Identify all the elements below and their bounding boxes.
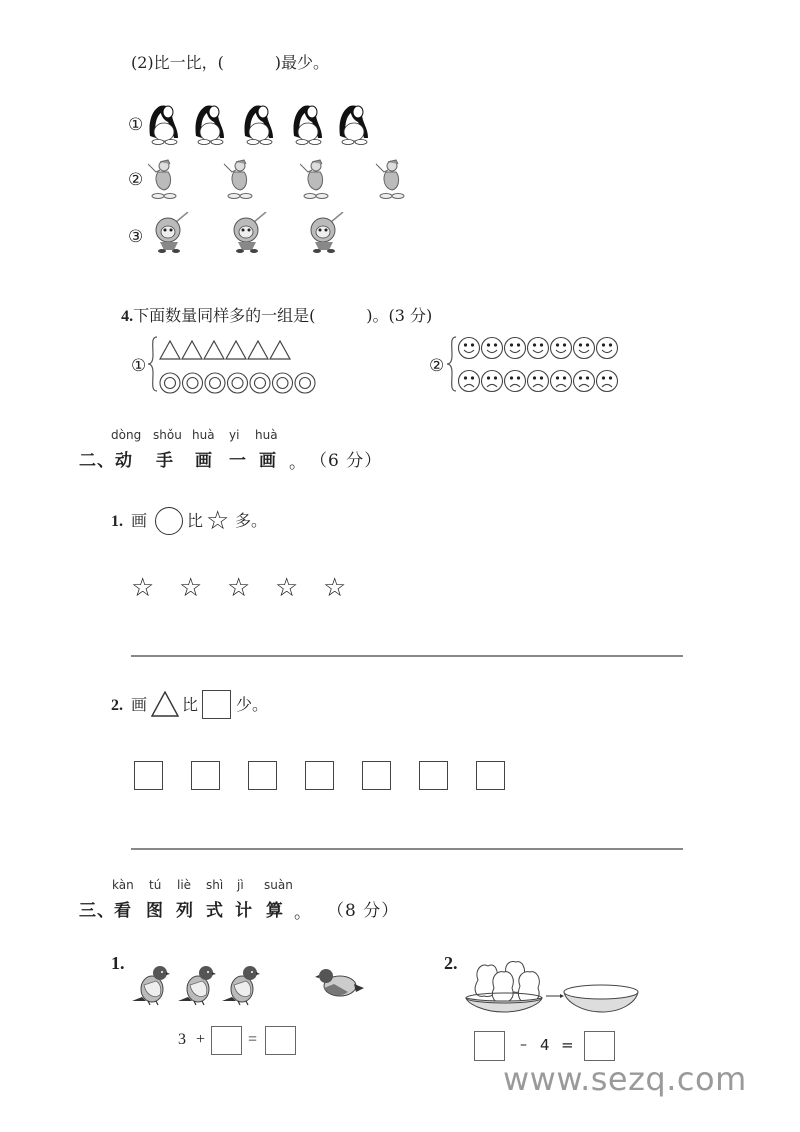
s3-q1-answer-box-1[interactable] [211,1026,242,1055]
question-number: 1. [111,513,123,530]
title-char: 手 [156,451,174,470]
s2-q1-text-c: 多。 [235,511,268,530]
s3-q2-number: 2. [444,953,458,973]
q4-number: 4. [121,308,134,325]
title-char: 看 [114,901,132,920]
star-icon: ☆ [206,506,230,536]
title-char: 画 [195,451,213,470]
title-char: 式 [206,901,224,920]
answer-line-1[interactable] [131,655,683,657]
s3-q1-operand-a: 3 [178,1031,186,1048]
s2-q2-text-b: 比 [182,695,199,714]
row-marker-1: ① [128,115,144,135]
title-char: 图 [146,901,164,920]
monkey-row [154,212,374,258]
smiley-face-row [458,336,622,364]
s2-q1-text-b: 比 [187,511,204,530]
pinyin: kàn [112,878,134,892]
pinyin: dòng [111,428,142,442]
title-char: 动 [115,451,133,470]
pinyin: tú [149,878,162,892]
pear-plate-illustration [464,958,640,1018]
triangle-row [159,339,293,365]
pinyin: shì [206,878,224,892]
row-marker-3: ③ [128,227,144,247]
duck-row [146,158,411,206]
group-marker-2: ② [429,356,445,376]
triangle-shape-icon [151,691,179,721]
q3-sub2-prompt: (2)比一比，( )最少。 [131,53,330,72]
penguin-row [146,102,386,150]
group-marker-1: ① [131,356,147,376]
square-shape [362,761,391,790]
star-icon: ☆ [275,573,299,603]
square-shape [248,761,277,790]
answer-line-2[interactable] [131,848,683,850]
s2-q1-text-a: 画 [131,511,148,530]
circle-shape-icon [155,507,183,535]
star-icon: ☆ [179,573,203,603]
s3-q1-answer-box-2[interactable] [265,1026,296,1055]
question-number: 2. [111,697,123,714]
section-score: （8 分） [327,901,400,921]
section-number: 二、 [79,451,115,470]
pinyin: huà [255,428,278,442]
title-char: 算 [266,901,284,920]
square-shape [134,761,163,790]
square-shape [191,761,220,790]
square-shape-icon [202,690,231,719]
pinyin: suàn [264,878,293,892]
q4-prompt-line [111,286,432,327]
pinyin: jì [237,878,244,892]
square-shape [476,761,505,790]
bird-right [314,966,366,1006]
title-period: 。 [289,453,307,473]
s3-q1-eq: = [248,1031,258,1048]
square-shape [305,761,334,790]
sad-face-row [458,369,622,397]
star-icon: ☆ [131,573,155,603]
pinyin: huà [192,428,215,442]
s3-q1-op: + [196,1031,206,1048]
s3-q2-eq: = [561,1036,574,1054]
row-marker-2: ② [128,170,144,190]
pinyin: shǒu [153,428,182,442]
section-number: 三、 [79,901,115,920]
s3-q2-answer-box-2[interactable] [584,1031,615,1061]
group-2-brace [446,335,458,397]
square-shape [419,761,448,790]
star-icon: ☆ [227,573,251,603]
double-circle-row [159,371,317,399]
title-char: 计 [235,901,253,920]
s2-q2-number [111,695,123,716]
s2-q2-text-a: 画 [131,695,148,714]
star-icon: ☆ [323,573,347,603]
pinyin: yi [229,428,240,442]
s3-q2-op: – [520,1037,527,1053]
bird-group-left [132,965,272,1011]
title-char: 列 [176,901,194,920]
s3-q2-operand-b: 4 [540,1036,550,1054]
pinyin: liè [177,878,192,892]
q4-prompt: 下面数量同样多的一组是( )。(3 分) [133,306,433,325]
watermark: www.sezq.com [503,1060,747,1098]
s3-q1-number: 1. [111,953,125,973]
s2-q1-number [111,511,123,532]
title-char: 一 [229,451,247,470]
section-score: （6 分） [310,451,383,471]
title-char: 画 [259,451,277,470]
s2-q2-text-c: 少。 [236,695,269,714]
title-period: 。 [294,903,312,923]
s3-q2-answer-box-1[interactable] [474,1031,505,1061]
group-1-brace [147,335,159,397]
comparison-picture [128,100,410,252]
